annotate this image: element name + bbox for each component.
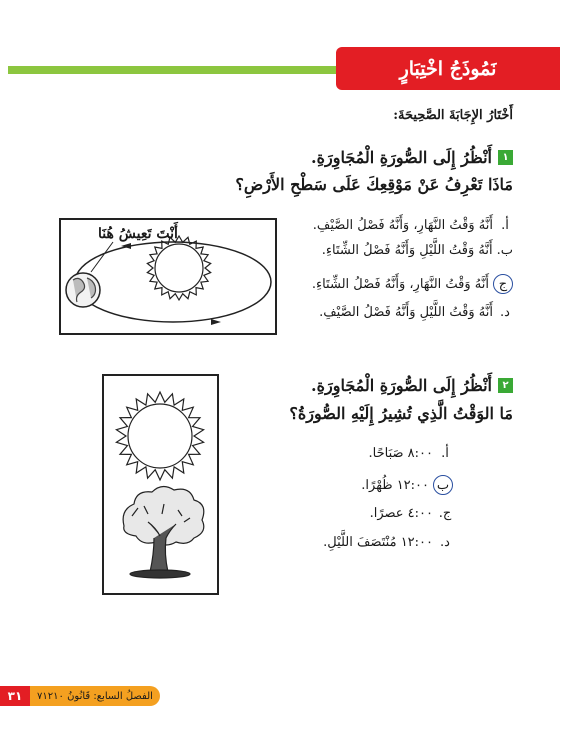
sun-tree-figure (102, 374, 219, 595)
option-text: أَنَّهُ وَقْتُ اللَّيْلِ وَأَنَّهُ فَصْلُ الصَّيْفِ. (319, 305, 493, 320)
question-1-prompt (311, 148, 513, 167)
question-1-option-c[interactable] (312, 274, 513, 294)
page-footer (0, 686, 160, 706)
option-text: ١٢:٠٠ مُنْتَصَفَ اللَّيْلِ. (323, 535, 433, 550)
question-2-option-d[interactable] (323, 535, 453, 550)
option-text: ١٢:٠٠ ظُهْرًا. (361, 477, 429, 493)
option-text: أَنَّهُ وَقْتُ النَّهَارِ، وَأَنَّهُ فَصْلُ الشِّتَاءِ. (311, 276, 489, 292)
page-title-text: نَمُوذَجُ اخْتِبَارٍ (399, 57, 497, 80)
question-2-text: مَا الوَقْتُ الَّذِي تُشِيرُ إِلَيْهِ الصُّورَةُ؟ (289, 404, 513, 423)
question-2-option-c[interactable] (370, 506, 453, 521)
footer-chapter: الفصلُ السابع: قَانُونُ ٧١٢١٠ (37, 690, 153, 702)
sun-tree-illustration (104, 376, 217, 593)
option-letter-circled: ب (433, 475, 453, 495)
page-number: ٣١ (0, 686, 30, 706)
option-letter: أ. (501, 218, 509, 233)
option-letter-circled: ج (493, 274, 513, 294)
question-2-number: ٢ (498, 378, 513, 393)
question-1-prompt-text: أَنْظُرُ إِلَى الصُّورَةِ الْمُجَاوِرَةِ. (311, 148, 492, 167)
tree-icon (123, 486, 204, 578)
question-1-text: مَاذَا تَعْرِفُ عَنْ مَوْقِعِكَ عَلَى سَطْحِ الأَرْضِ؟ (235, 175, 513, 194)
question-2-prompt-text: أَنْظُرُ إِلَى الصُّورَةِ الْمُجَاوِرَةِ. (311, 376, 492, 395)
question-2-option-b[interactable] (361, 475, 453, 495)
question-2-prompt (311, 376, 513, 395)
figure-caption: أَنْتَ تَعِيشُ هُنَا (98, 226, 178, 242)
option-letter: د. (500, 305, 510, 320)
question-2-option-a[interactable] (368, 446, 453, 461)
option-text: أَنَّهُ وَقْتُ النَّهَارِ، وَأَنَّهُ فَصْلُ الصَّيْفِ. (312, 218, 493, 233)
page-title (336, 47, 560, 90)
option-letter: ج. (438, 506, 452, 521)
header-green-line (8, 66, 344, 74)
earth-icon (66, 242, 113, 307)
option-letter: ب. (496, 243, 513, 258)
question-1-number: ١ (498, 150, 513, 165)
sun-icon (116, 392, 203, 480)
question-1-option-b[interactable] (322, 243, 513, 258)
option-text: أَنَّهُ وَقْتُ اللَّيْلِ وَأَنَّهُ فَصْلُ الشِّتَاءِ. (321, 243, 493, 258)
instruction-text: أَخْتَارُ الإِجَابَةَ الصَّحِيحَةَ: (393, 108, 513, 123)
question-1-option-d[interactable] (319, 305, 513, 320)
sun-icon (147, 236, 210, 300)
question-1-option-a[interactable] (313, 218, 513, 233)
option-letter: د. (440, 535, 450, 550)
option-text: ٨:٠٠ صَبَاحًا. (368, 446, 433, 461)
option-letter: أ. (441, 446, 449, 461)
option-text: ٤:٠٠ عصرًا. (369, 506, 433, 521)
